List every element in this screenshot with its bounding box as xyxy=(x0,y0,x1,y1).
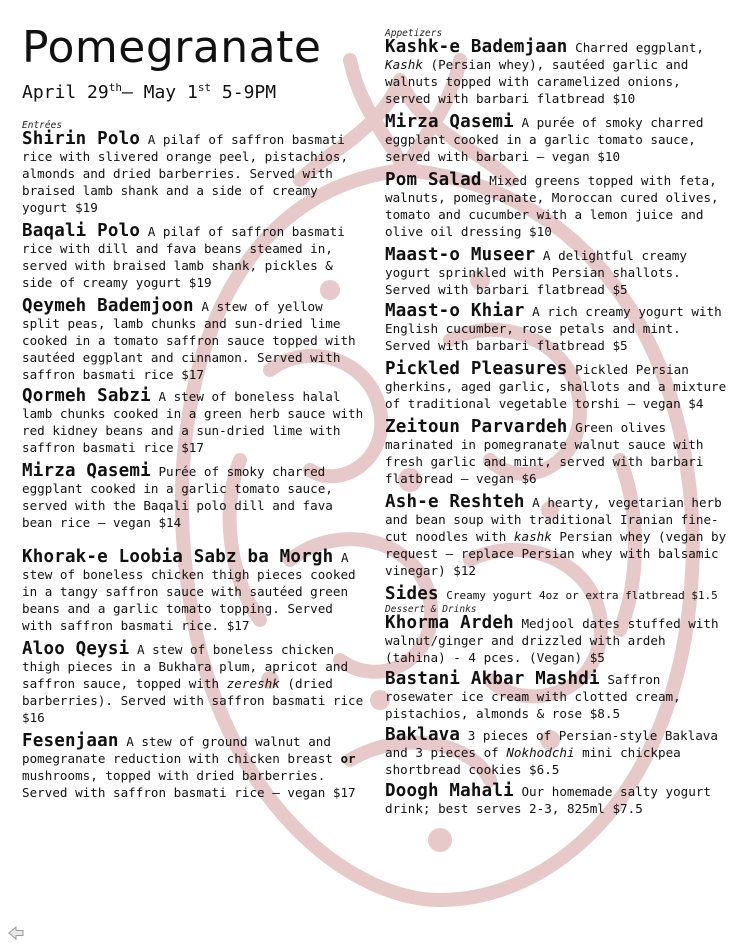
item-name: Baqali Polo xyxy=(22,221,141,241)
item-desc: Charred eggplant, Kashk (Persian whey), sautéed garlic and walnuts topped with caramelized onions, served with barbari flatbread $10 xyxy=(385,40,705,106)
entrees-label: Entrées xyxy=(22,120,63,131)
item-desc: Green olives marinated in pomegranate walnut sauce with fresh garlic and mint, served with barbari flatbread – vegan $6 xyxy=(385,420,704,486)
menu-item xyxy=(22,463,366,531)
entrees-section xyxy=(22,120,366,801)
item-desc: A stew of ground walnut and pomegranate reduction with chicken breast or mushrooms, topped with dried barberries. Served with saffron basmati rice – vegan $17 xyxy=(22,734,356,800)
item-name: Baklava xyxy=(385,725,461,745)
menu-item xyxy=(385,247,730,298)
item-name: Maast-o Khiar xyxy=(385,301,525,321)
item-desc: A stew of boneless chicken thigh pieces cooked in a tangy saffron sauce with sautéed green beans and a garlic tomato topping. Served with saffron basmati rice. $17 xyxy=(22,550,356,633)
menu-item xyxy=(385,419,730,487)
item-desc: Our homemade salty yogurt drink; best serves 2-3, 825ml $7.5 xyxy=(385,784,711,816)
dates-part1: April 29 xyxy=(22,82,109,103)
event-dates xyxy=(22,82,276,104)
item-name: Ash-e Reshteh xyxy=(385,492,525,512)
desserts-label: Dessert & Drinks xyxy=(385,604,477,615)
menu-item xyxy=(385,39,730,107)
item-name: Kashk-e Bademjaan xyxy=(385,37,568,57)
item-name: Mirza Qasemi xyxy=(22,461,151,481)
menu-item xyxy=(385,114,730,165)
dates-sup2: st xyxy=(197,81,212,94)
item-desc: A stew of boneless chicken thigh pieces in a Bukhara plum, apricot and saffron sauce, topped with zereshk (dried barberries). Served with saffron basmati rice $16 xyxy=(22,642,364,725)
menu-item xyxy=(385,783,730,817)
menu-item xyxy=(22,298,366,383)
item-desc: Medjool dates stuffed with walnut/ginger and drizzled with ardeh (tahina) - 4 pces. (Vegan) $5 xyxy=(385,616,719,665)
item-desc: Purée of smoky charred eggplant cooked in a garlic tomato sauce, served with the Baqali polo dill and fava bean rice – vegan $14 xyxy=(22,464,333,530)
appetizers-section xyxy=(385,28,730,817)
dates-part3: 5-9PM xyxy=(211,82,277,103)
item-desc: Mixed greens topped with feta, walnuts, pomegranate, Moroccan cured olives, tomato and cucumber with a lemon juice and olive oil dressing $10 xyxy=(385,173,719,239)
item-desc: A rich creamy yogurt with English cucumber, rose petals and mint. Served with barbari flatbread $5 xyxy=(385,304,722,353)
menu-item xyxy=(22,641,366,726)
item-desc: Pickled Persian gherkins, aged garlic, shallots and a mixture of traditional vegetable torshi – vegan $4 xyxy=(385,362,727,411)
item-name: Pom Salad xyxy=(385,170,482,190)
item-name: Zeitoun Parvardeh xyxy=(385,417,568,437)
item-desc: Saffron rosewater ice cream with clotted cream, pistachios, almonds & rose $8.5 xyxy=(385,672,681,721)
item-name: Shirin Polo xyxy=(22,129,141,149)
menu-item xyxy=(385,361,730,412)
item-name: Fesenjaan xyxy=(22,731,119,751)
item-name: Aloo Qeysi xyxy=(22,639,130,659)
menu-item xyxy=(385,303,730,354)
sides-item xyxy=(385,586,730,604)
back-arrow-icon[interactable] xyxy=(8,926,24,940)
sides-desc: Creamy yogurt 4oz or extra flatbread $1.5 xyxy=(446,589,718,602)
menu-item xyxy=(22,388,366,456)
item-desc: A pilaf of saffron basmati rice with dill and fava beans steamed in, served with braised lamb shank, pickles & side of creamy yogurt $19 xyxy=(22,224,345,290)
menu-item xyxy=(22,549,366,634)
menu-item xyxy=(22,131,366,216)
item-desc: A pilaf of saffron basmati rice with slivered orange peel, pistachios, almonds and dried barberries. Served with braised lamb shank and a side of creamy yogurt $19 xyxy=(22,132,349,215)
menu-item xyxy=(385,727,730,778)
item-name: Khorma Ardeh xyxy=(385,613,514,633)
menu-item xyxy=(385,615,730,666)
item-desc: A hearty, vegetarian herb and bean soup with traditional Iranian fine-cut noodles with kashk Persian whey (vegan by request – replace Persian whey with balsamic vinegar) $12 xyxy=(385,495,727,578)
item-desc: A stew of yellow split peas, lamb chunks and sun-dried lime cooked in a tomato saffron sauce topped with sautéed eggplant and cinnamon. Served with saffron basmati rice $17 xyxy=(22,299,356,382)
menu-item xyxy=(385,671,730,722)
dates-sup1: th xyxy=(108,81,122,94)
menu-item xyxy=(385,172,730,240)
menu-item xyxy=(22,223,366,291)
item-desc: A delightful creamy yogurt sprinkled with Persian shallots. Served with barbari flatbread $5 xyxy=(385,248,687,297)
item-name: Doogh Mahali xyxy=(385,781,514,801)
sides-name: Sides xyxy=(385,584,439,604)
item-name: Bastani Akbar Mashdi xyxy=(385,669,600,689)
menu-item xyxy=(22,733,366,801)
page-title: Pomegranate xyxy=(22,22,322,73)
item-name: Qeymeh Bademjoon xyxy=(22,296,194,316)
item-name: Pickled Pleasures xyxy=(385,359,568,379)
item-name: Khorak-e Loobia Sabz ba Morgh xyxy=(22,547,334,567)
item-desc: A stew of boneless halal lamb chunks cooked in a green herb sauce with red kidney beans and a sun-dried lime with saffron basmati rice $17 xyxy=(22,389,364,455)
item-name: Maast-o Museer xyxy=(385,245,536,265)
dates-part2: – May 1 xyxy=(121,82,198,103)
item-name: Qormeh Sabzi xyxy=(22,386,151,406)
item-name: Mirza Qasemi xyxy=(385,112,514,132)
item-desc: 3 pieces of Persian-style Baklava and 3 pieces of Nokhodchi mini chickpea shortbread cookies $6.5 xyxy=(385,728,718,777)
appetizers-label: Appetizers xyxy=(385,28,443,39)
menu-item xyxy=(385,494,730,579)
item-desc: A purée of smoky charred eggplant cooked in a garlic tomato sauce, served with barbari – vegan $10 xyxy=(385,115,704,164)
